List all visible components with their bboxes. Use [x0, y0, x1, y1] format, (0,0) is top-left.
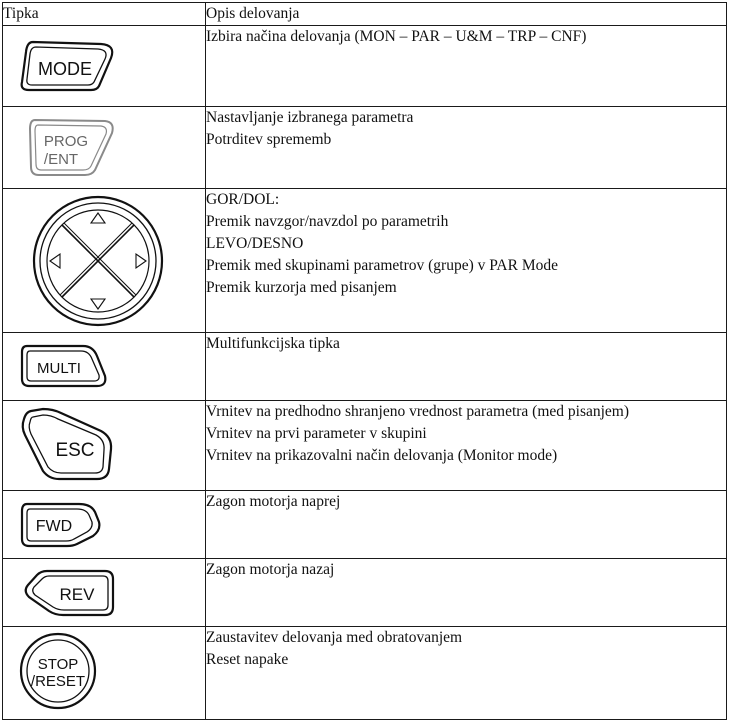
description-line: Zagon motorja nazaj: [206, 561, 335, 578]
prog-ent-key-icon: [25, 115, 125, 179]
description-cell: [206, 401, 727, 491]
description-line: Vrnitev na prvi parameter v skupini: [206, 425, 427, 442]
key-cell: [3, 491, 206, 559]
description-cell: [206, 491, 727, 559]
description-line: Premik navzgor/navzdol po parametrih: [206, 213, 449, 230]
table-row: [3, 189, 727, 333]
description-line: Potrditev sprememb: [206, 131, 332, 148]
key-cell: [3, 333, 206, 401]
table-row: [3, 401, 727, 491]
description-line: Premik kurzorja med pisanjem: [206, 279, 397, 296]
description-cell: [206, 627, 727, 720]
prog-key-label: PROG: [43, 133, 89, 150]
multi-key-label: MULTI: [37, 360, 81, 377]
key-cell: [3, 26, 206, 107]
header-key: Tipka: [3, 3, 206, 26]
description-line: Nastavljanje izbranega parametra: [206, 109, 414, 126]
description-cell: [206, 26, 727, 107]
table-row: [3, 107, 727, 189]
fwd-key-icon: [19, 500, 103, 548]
table-row: [3, 26, 727, 107]
description-line: Zaustavitev delovanja med obratovanjem: [206, 629, 463, 646]
stop-key-label: STOP: [37, 656, 79, 673]
key-cell: [3, 559, 206, 627]
description-line: Izbira načina delovanja (MON – PAR – U&M – TRP – CNF): [206, 28, 587, 45]
key-cell: [3, 107, 206, 189]
description-cell: [206, 559, 727, 627]
reset-key-label: /RESET: [30, 673, 86, 690]
table-header-row: [3, 3, 727, 26]
description-line: LEVO/DESNO: [206, 235, 304, 252]
description-line: Vrnitev na predhodno shranjeno vrednost parametra (med pisanjem): [206, 403, 630, 420]
description-line: Zagon motorja naprej: [206, 493, 341, 510]
esc-key-icon: [19, 405, 115, 483]
description-cell: [206, 189, 727, 333]
description-cell: [206, 333, 727, 401]
description-line: Premik med skupinami parametrov (grupe) v PAR Mode: [206, 257, 558, 274]
table-row: [3, 491, 727, 559]
description-line: Reset napake: [206, 651, 289, 668]
table-row: [3, 333, 727, 401]
header-description: Opis delovanja: [206, 3, 727, 26]
table-row: [3, 559, 727, 627]
fwd-key-label: FWD: [35, 518, 73, 535]
key-cell: [3, 401, 206, 491]
description-line: Multifunkcijska tipka: [206, 335, 340, 352]
stop-reset-key-icon: [18, 631, 98, 711]
key-cell: [3, 189, 206, 333]
description-cell: [206, 107, 727, 189]
key-description-table: [2, 2, 727, 720]
description-line: Vrnitev na prikazovalni način delovanja (Monitor mode): [206, 447, 558, 464]
esc-key-label: ESC: [55, 440, 95, 461]
rev-key-label: REV: [59, 585, 95, 604]
description-line: GOR/DOL:: [206, 191, 280, 208]
rev-key-icon: [21, 567, 117, 619]
ent-key-label: /ENT: [43, 151, 79, 168]
key-cell: [3, 627, 206, 720]
multi-key-icon: [19, 342, 109, 392]
navigation-wheel-icon: [30, 193, 166, 329]
table-row: [3, 627, 727, 720]
mode-key-label: MODE: [38, 59, 92, 79]
mode-key-icon: [19, 36, 119, 94]
